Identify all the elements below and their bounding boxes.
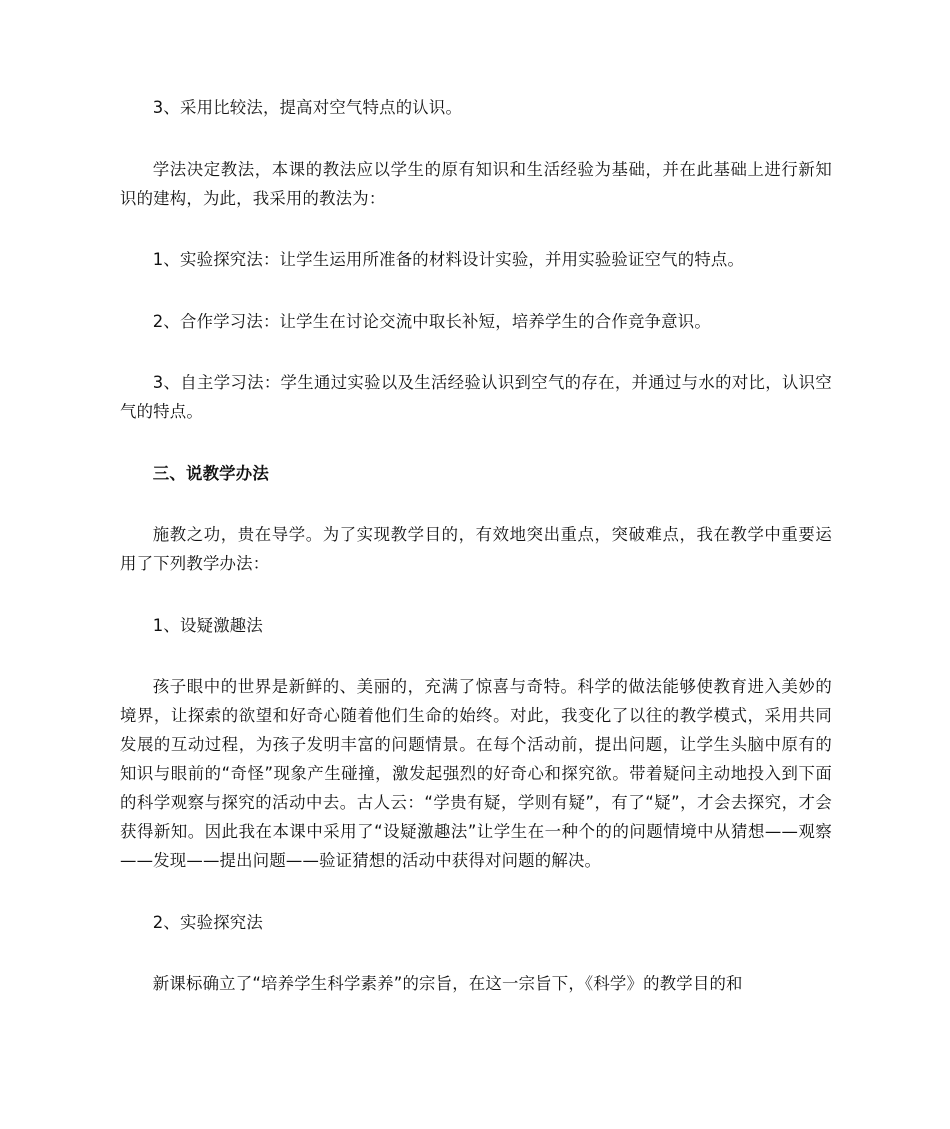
paragraph-approach-2-title: 2、实验探究法	[152, 912, 263, 932]
paragraph-method-3: 3、自主学习法：学生通过实验以及生活经验认识到空气的存在，并通过与水的对比，认识空气的特点。	[120, 373, 832, 421]
document-body	[120, 93, 832, 998]
section-heading: 三、说教学办法	[152, 463, 269, 483]
paragraph-method-2: 2、合作学习法：让学生在讨论交流中取长补短，培养学生的合作竞争意识。	[152, 311, 711, 331]
paragraph-methods-intro: 学法决定教法，本课的教法应以学生的原有知识和生活经验为基础，并在此基础上进行新知识的建构，为此，我采用的教法为：	[120, 159, 832, 208]
paragraph-approach-2-body: 新课标确立了“培养学生科学素养”的宗旨，在这一宗旨下，《科学》的教学目的和	[152, 974, 743, 993]
paragraph-approach-1-body: 孩子眼中的世界是新鲜的、美丽的，充满了惊喜与奇特。科学的做法能够使教育进入美妙的境界，让探索的欲望和好奇心随着他们生命的始终。对此，我变化了以往的教学模式，采用共同发展的互动过程，为孩子发明丰富的问题情景。在每个活动前，提出问题，让学生头脑中原有的知识与眼前的“奇怪”现象产生碰撞，激发起强烈的好奇心和探究欲。带着疑问主动地投入到下面的科学观察与探究的活动中去。古人云：“学贵有疑，学则有疑”，有了“疑”，才会去探究，才会获得新知。因此我在本课中采用了“设疑激趣法”让学生在一种个的的问题情境中从猜想——观察——发现——提出问题——验证猜想的活动中获得对问题的解决。	[120, 677, 832, 870]
paragraph-approach-1-title: 1、设疑激趣法	[152, 615, 263, 635]
paragraph-item-compare: 3、采用比较法，提高对空气特点的认识。	[152, 98, 463, 117]
paragraph-method-1: 1、实验探究法：让学生运用所准备的材料设计实验，并用实验验证空气的特点。	[152, 250, 745, 269]
paragraph-section-intro: 施教之功，贵在导学。为了实现教学目的，有效地突出重点，突破难点，我在教学中重要运用了下列教学办法：	[120, 525, 832, 573]
